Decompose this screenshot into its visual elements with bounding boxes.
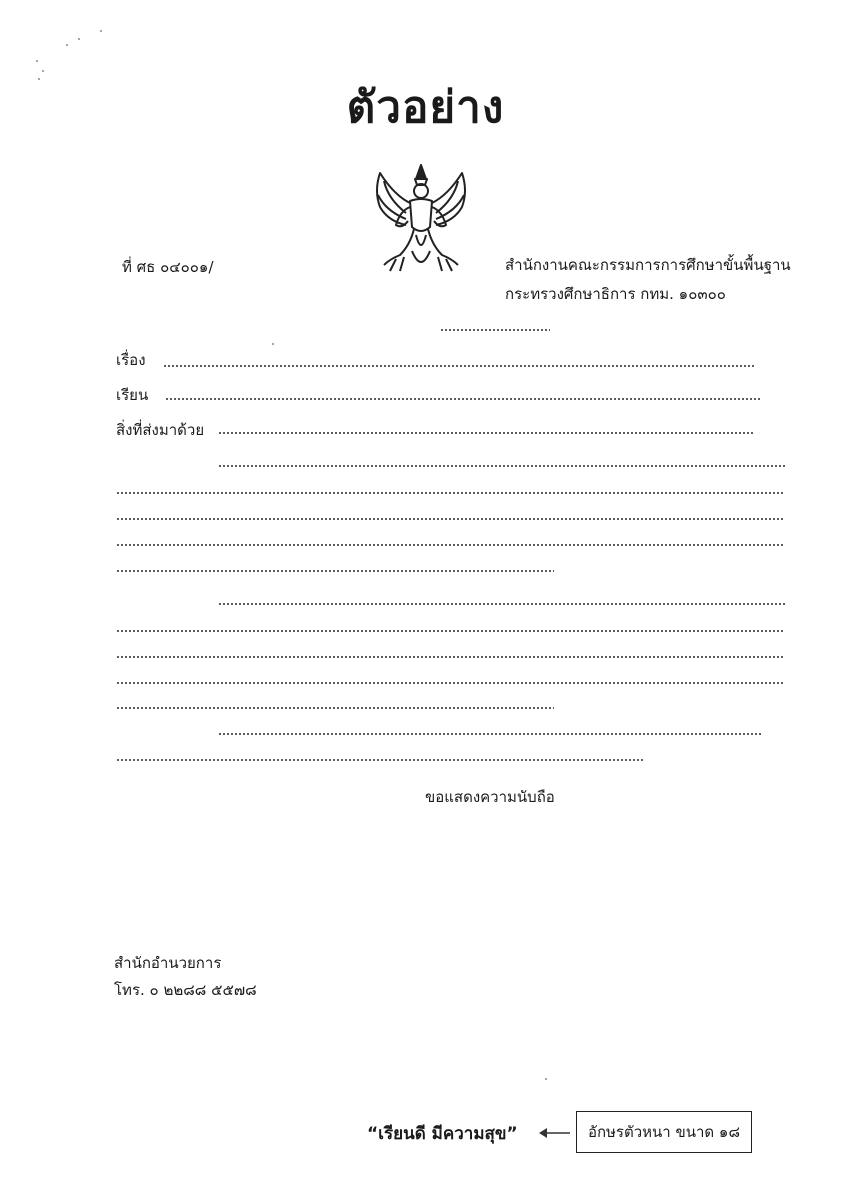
enclosure-label: สิ่งที่ส่งมาด้วย bbox=[116, 421, 205, 439]
scan-speck bbox=[545, 1078, 547, 1080]
footer-office: สำนักอำนวยการ bbox=[114, 954, 222, 972]
body-line bbox=[116, 630, 784, 632]
recipient-label: เรียน bbox=[116, 386, 149, 404]
body-line bbox=[116, 518, 784, 520]
body-line bbox=[116, 682, 784, 684]
body-line bbox=[116, 492, 784, 494]
body-line bbox=[116, 570, 554, 572]
page-title: ตัวอย่าง bbox=[346, 82, 505, 133]
document-number: ที่ ศธ ๐๔๐๐๑/ bbox=[122, 258, 214, 276]
enclosure-line bbox=[218, 432, 753, 434]
body-line bbox=[218, 465, 785, 467]
recipient-line bbox=[165, 398, 760, 400]
scan-speck bbox=[272, 343, 274, 345]
closing-phrase: ขอแสดงความนับถือ bbox=[425, 788, 555, 806]
motto: “เรียนดี มีความสุข” bbox=[367, 1124, 518, 1144]
subject-label: เรื่อง bbox=[116, 351, 146, 369]
date-line bbox=[440, 329, 550, 331]
font-annotation-box bbox=[576, 1111, 752, 1153]
footer-phone: โทร. ๐ ๒๒๘๘ ๕๕๗๘ bbox=[114, 981, 257, 999]
left-arrow-icon bbox=[537, 1126, 571, 1140]
agency-address: กระทรวงศึกษาธิการ กทม. ๑๐๓๐๐ bbox=[505, 285, 726, 303]
body-line bbox=[116, 544, 784, 546]
subject-line bbox=[163, 365, 755, 367]
body-line bbox=[218, 733, 763, 735]
body-line bbox=[116, 656, 784, 658]
agency-name: สำนักงานคณะกรรมการการศึกษาขั้นพื้นฐาน bbox=[505, 256, 791, 274]
body-line bbox=[116, 707, 554, 709]
body-line bbox=[116, 759, 644, 761]
body-line bbox=[218, 603, 785, 605]
garuda-emblem-icon bbox=[360, 155, 482, 277]
font-annotation-text: อักษรตัวหนา ขนาด ๑๘ bbox=[587, 1123, 741, 1141]
